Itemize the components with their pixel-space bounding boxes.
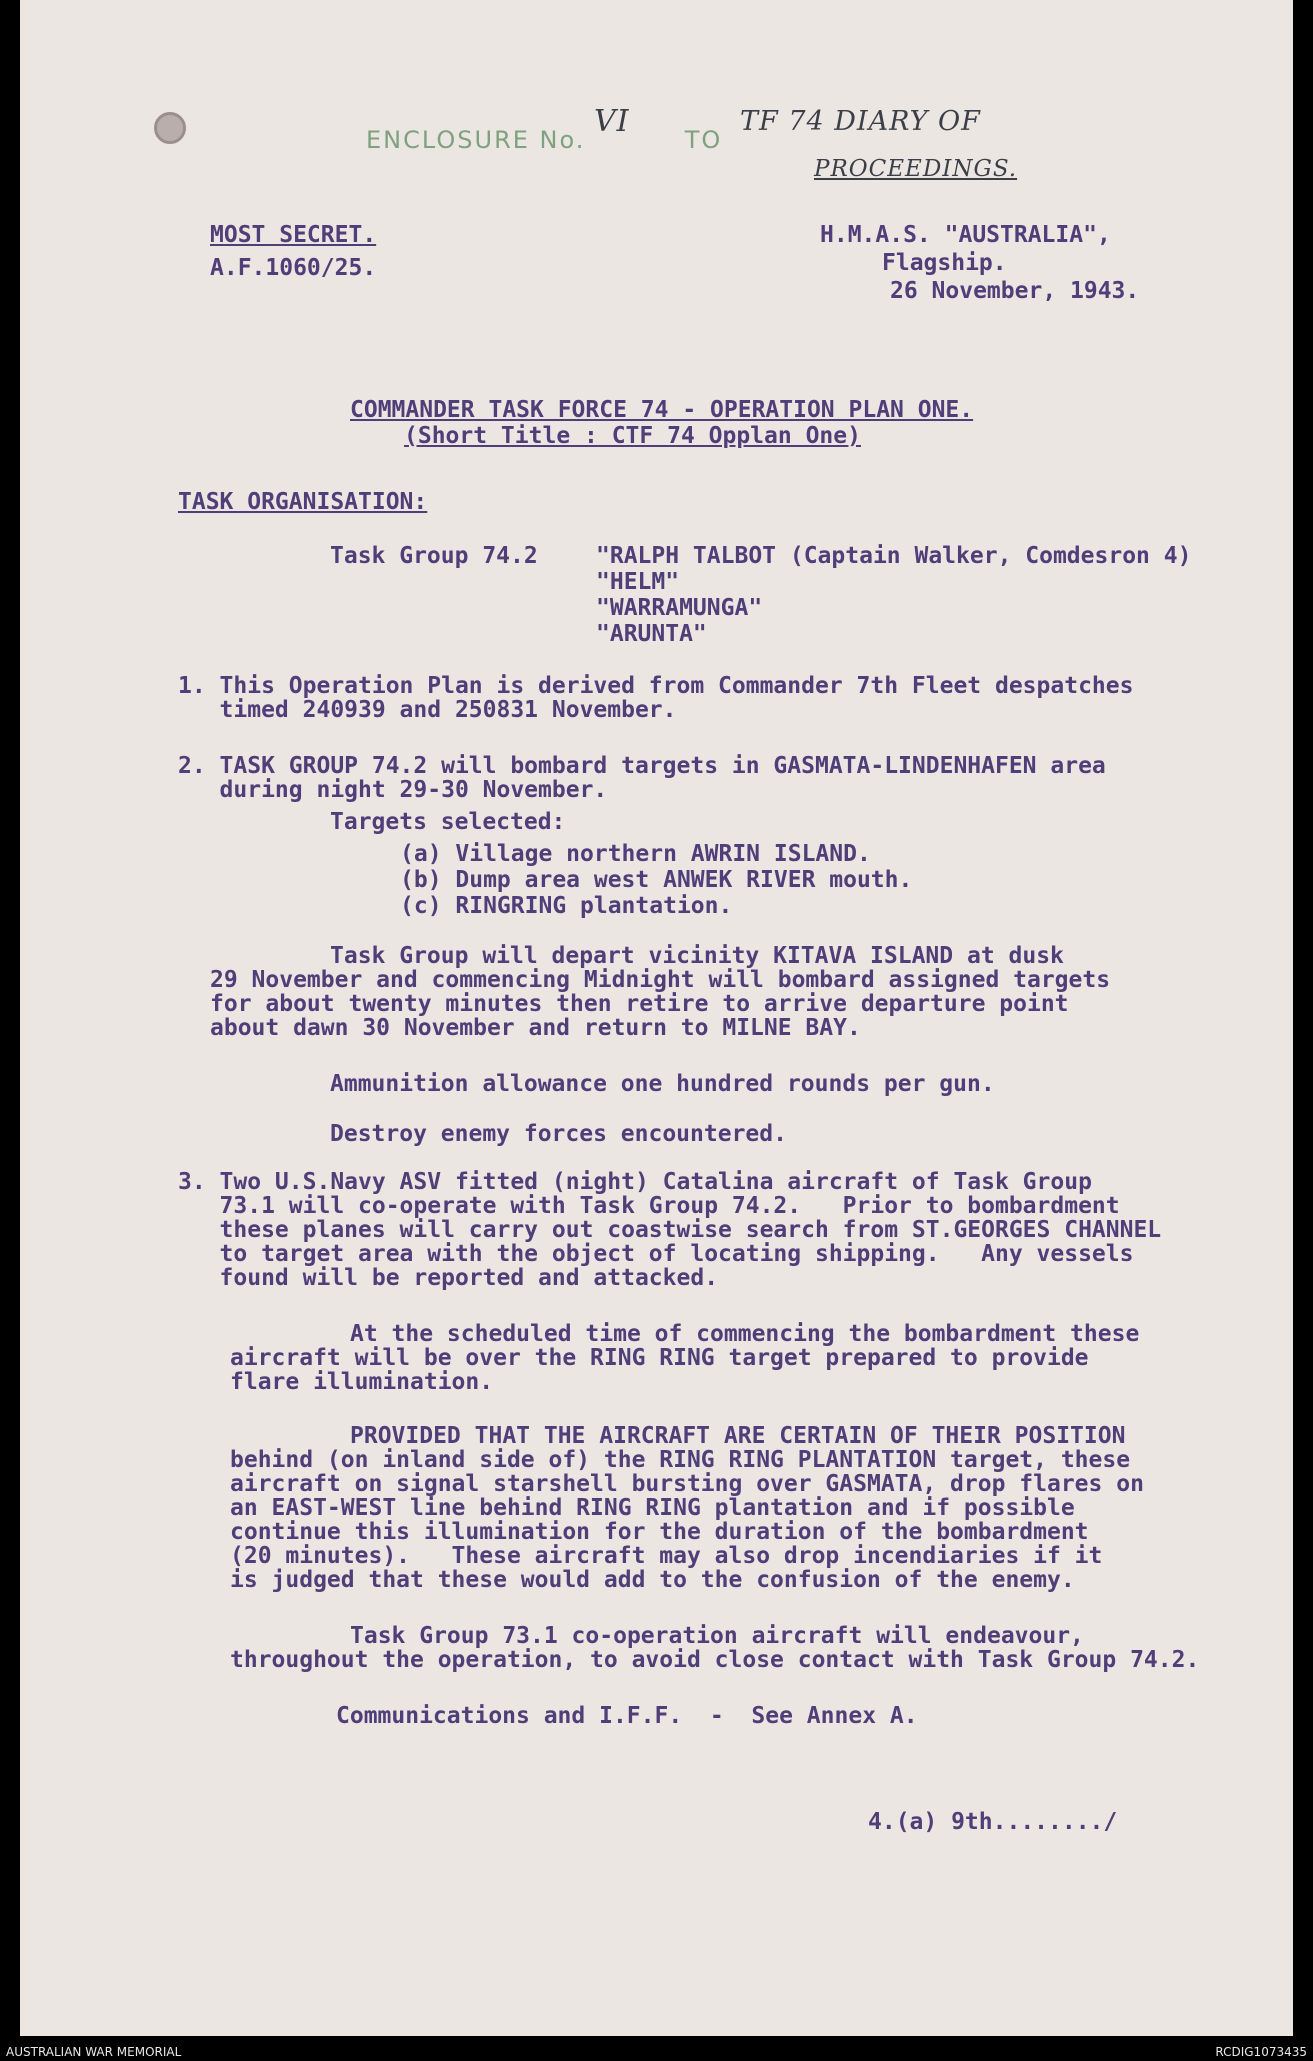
ship-warramunga: "WARRAMUNGA" <box>596 595 763 621</box>
handwritten-proceedings: PROCEEDINGS. <box>814 156 1018 182</box>
document-date: 26 November, 1943. <box>890 278 1140 304</box>
footer-source: AUSTRALIAN WAR MEMORIAL <box>6 2045 182 2059</box>
stamp-label: ENCLOSURE No. <box>366 126 586 154</box>
footer-id: RCDIG1073435 <box>1215 2045 1307 2059</box>
ship-arunta: "ARUNTA" <box>596 621 707 647</box>
targets-heading: Targets selected: <box>330 809 566 835</box>
para3-line: 3. Two U.S.Navy ASV fitted (night) Catalina aircraft of Task Group <box>178 1169 1092 1195</box>
para3c-line: PROVIDED THAT THE AIRCRAFT ARE CERTAIN OF THEIR POSITION <box>350 1423 1126 1449</box>
flagship: Flagship. <box>882 250 1007 276</box>
para3c-line: behind (on inland side of) the RING RING PLANTATION target, these <box>230 1447 1131 1473</box>
para3c-line: an EAST-WEST line behind RING RING plantation and if possible <box>230 1495 1075 1521</box>
para3c-line: (20 minutes). These aircraft may also drop incendiaries if it <box>230 1543 1103 1569</box>
para3c-line: is judged that these would add to the confusion of the enemy. <box>230 1567 1075 1593</box>
ship-name: H.M.A.S. "AUSTRALIA", <box>820 222 1111 248</box>
continuation-marker: 4.(a) 9th......../ <box>868 1809 1118 1835</box>
stamp-to: TO <box>684 126 723 154</box>
enclosure-stamp <box>366 126 722 154</box>
target-item: (c) RINGRING plantation. <box>400 893 733 919</box>
para2b-line: for about twenty minutes then retire to arrive departure point <box>210 991 1069 1017</box>
communications-line: Communications and I.F.F. - See Annex A. <box>336 1703 918 1729</box>
ship-ralph-talbot: "RALPH TALBOT (Captain Walker, Comdesron 4) <box>596 543 1192 569</box>
para3b-line: flare illumination. <box>230 1369 494 1395</box>
para3c-line: aircraft on signal starshell bursting over GASMATA, drop flares on <box>230 1471 1144 1497</box>
para1-line: timed 240939 and 250831 November. <box>178 697 677 723</box>
enclosure-number: VI <box>594 104 630 139</box>
para2-line: during night 29-30 November. <box>178 777 608 803</box>
short-title: (Short Title : CTF 74 Opplan One) <box>404 423 861 449</box>
document-page <box>20 0 1293 2036</box>
ammunition-line: Ammunition allowance one hundred rounds per gun. <box>330 1071 995 1097</box>
para3-line: these planes will carry out coastwise search from ST.GEORGES CHANNEL <box>178 1217 1162 1243</box>
target-item: (b) Dump area west ANWEK RIVER mouth. <box>400 867 913 893</box>
para2b-line: about dawn 30 November and return to MILNE BAY. <box>210 1015 861 1041</box>
para2b-line: Task Group will depart vicinity KITAVA ISLAND at dusk <box>330 943 1064 969</box>
handwritten-diary: TF 74 DIARY OF <box>740 106 981 137</box>
task-group-label: Task Group 74.2 <box>330 543 538 569</box>
punch-hole <box>154 112 186 144</box>
task-organisation-heading: TASK ORGANISATION: <box>178 489 428 515</box>
para3b-line: At the scheduled time of commencing the bombardment these <box>350 1321 1140 1347</box>
para3d-line: throughout the operation, to avoid close contact with Task Group 74.2. <box>230 1647 1200 1673</box>
para3-line: 73.1 will co-operate with Task Group 74.2. Prior to bombardment <box>178 1193 1120 1219</box>
reference-number: A.F.1060/25. <box>210 255 377 281</box>
para3b-line: aircraft will be over the RING RING target prepared to provide <box>230 1345 1089 1371</box>
classification: MOST SECRET. <box>210 222 377 248</box>
para2-line: 2. TASK GROUP 74.2 will bombard targets in GASMATA-LINDENHAFEN area <box>178 753 1106 779</box>
para3c-line: continue this illumination for the duration of the bombardment <box>230 1519 1089 1545</box>
destroy-line: Destroy enemy forces encountered. <box>330 1121 787 1147</box>
target-item: (a) Village northern AWRIN ISLAND. <box>400 841 871 867</box>
para3-line: found will be reported and attacked. <box>178 1265 719 1291</box>
page-title: COMMANDER TASK FORCE 74 - OPERATION PLAN ONE. <box>350 397 974 423</box>
para3d-line: Task Group 73.1 co-operation aircraft will endeavour, <box>350 1623 1084 1649</box>
para2b-line: 29 November and commencing Midnight will bombard assigned targets <box>210 967 1111 993</box>
para3-line: to target area with the object of locating shipping. Any vessels <box>178 1241 1134 1267</box>
para1-line: 1. This Operation Plan is derived from Commander 7th Fleet despatches <box>178 673 1134 699</box>
ship-helm: "HELM" <box>596 569 680 595</box>
